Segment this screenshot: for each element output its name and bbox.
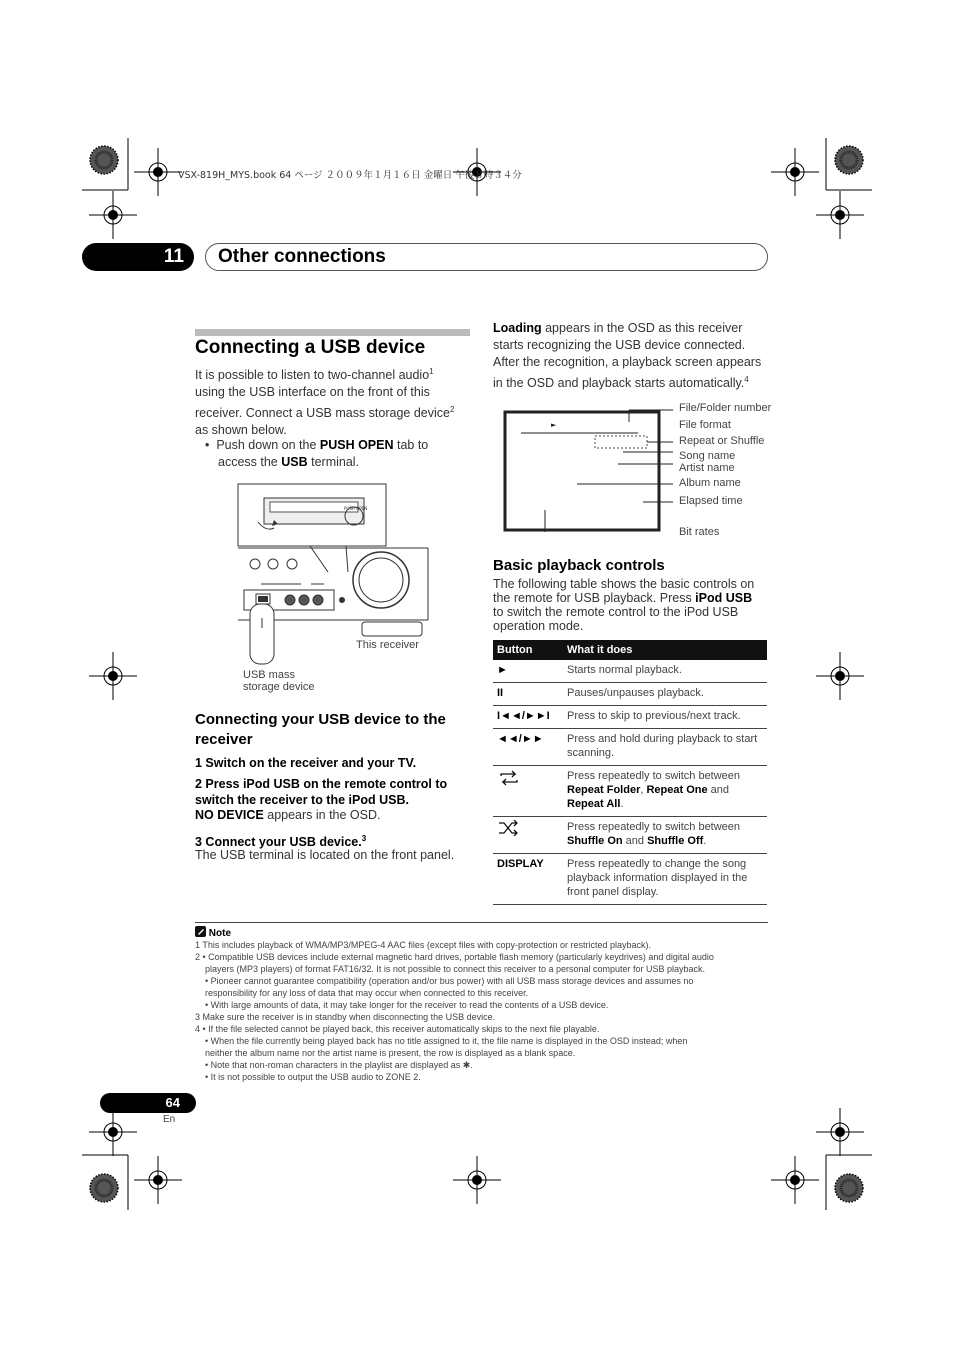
skip-buttons-icon: I◄◄/►►I: [493, 706, 563, 729]
table-row: I◄◄/►►I Press to skip to previous/next track.: [493, 706, 767, 729]
play-button-icon: ►: [493, 660, 563, 683]
table-header-what: What it does: [563, 640, 767, 660]
connect-heading: Connecting your USB device to the receiver: [195, 711, 446, 748]
chapter-number: 11: [82, 243, 194, 271]
osd-label-song: Song name: [679, 450, 736, 462]
push-open-label: PUSH OPEN: [344, 506, 368, 511]
osd-play-glyph: ►: [551, 421, 557, 429]
osd-label-repeat-shuffle: Repeat or Shuffle: [679, 435, 765, 447]
table-header-button: Button: [493, 640, 563, 660]
osd-label-artist: Artist name: [679, 462, 735, 474]
step-1: 1 Switch on the receiver and your TV.: [195, 756, 417, 770]
table-row: Press repeatedly to switch between Repeat Folder, Repeat One and Repeat All.: [493, 766, 767, 817]
playback-controls-table: [493, 640, 767, 905]
chapter-title: Other connections: [205, 243, 768, 271]
pause-button-icon: II: [493, 683, 563, 706]
note-icon: [195, 926, 206, 937]
scan-buttons-icon: ◄◄/►►: [493, 729, 563, 766]
step-2-line2: switch the receiver to the iPod USB.: [195, 793, 409, 807]
receiver-label: This receiver: [356, 639, 419, 651]
basic-playback-heading: Basic playback controls: [493, 557, 665, 574]
step-2-result: NO DEVICE appears in the OSD.: [195, 808, 381, 822]
osd-label-album: Album name: [679, 477, 741, 489]
table-row: ◄◄/►► Press and hold during playback to start scanning.: [493, 729, 767, 766]
step-2-line1: 2 Press iPod USB on the remote control to: [195, 777, 448, 791]
table-row: ► Starts normal playback.: [493, 660, 767, 683]
repeat-icon: [497, 769, 521, 787]
loading-paragraph: Loading appears in the OSD as this receiver starts recognizing the USB device connected. After the recognition, a playback screen appears in the OSD and playback starts automatically.$^4$: [493, 321, 762, 391]
shuffle-icon: [497, 820, 521, 836]
page-language: En: [163, 1114, 176, 1125]
footnote-3: 3 Make sure the receiver is in standby when disconnecting the USB device.: [195, 1012, 496, 1022]
osd-label-file-format: File format: [679, 419, 731, 431]
table-row: II Pauses/unpauses playback.: [493, 683, 767, 706]
page-number: 64: [100, 1093, 196, 1113]
footnotes: [195, 922, 768, 1083]
basic-playback-text: The following table shows the basic controls on the remote for USB playback. Press iPod USB to switch the remote control to the iPod USB operation mode.: [493, 577, 755, 633]
footnote-4: 4 • If the file selected cannot be played back, this receiver automatically skips to the next file playable. • When the file currently being played back has no title assigned to it, the file name is displayed in the OSD instead; when neither the album name nor the artist name is present, the row is displayed as a blank space. • Note that non-roman characters in the playlist are displayed as ✱. • It is not possible to output the USB audio to ZONE 2.: [195, 1024, 688, 1082]
display-button-label: DISPLAY: [493, 854, 563, 905]
asterisk-symbol: ✱: [462, 1060, 471, 1070]
print-header: VSX-819H_MYS.book 64 ページ ２００９年１月１６日 金曜日 午後８時３４分: [178, 170, 522, 181]
table-header-row: [493, 640, 767, 660]
intro-paragraph: It is possible to listen to two-channel audio$^1$ using the USB interface on the front of this receiver. Connect a USB mass storage device$^2$ as shown below.: [195, 367, 455, 438]
osd-label-file-folder: File/Folder number: [679, 402, 772, 414]
section-bar: [195, 329, 470, 336]
usb-label-line2: storage device: [243, 681, 315, 693]
step-3: 3 Connect your USB device.$^3$: [195, 834, 367, 850]
note-heading: Note: [208, 928, 232, 939]
footnote-2: 2 • Compatible USB devices include external magnetic hard drives, portable flash memory (particularly keydrives) and digital audio players (MP3 players) of format FAT16/32. It is not possible to connect this receiver to a personal computer for USB playback. • Pioneer cannot guarantee compatibility (operation and/or bus power) with all USB mass storage devices and assumes no responsibility for any loss of data that may occur when connected to this receiver. • With large amounts of data, it may take longer for the receiver to read the contents of a USB device.: [195, 952, 714, 1010]
osd-screen-diagram: [493, 398, 683, 540]
table-row: DISPLAY Press repeatedly to change the song playback information displayed in the front panel display.: [493, 854, 767, 905]
usb-connection-illustration: [236, 482, 436, 694]
footnote-1: 1 This includes playback of WMA/MP3/MPEG-4 AAC files (except files with copy-protection or restricted playback).: [195, 940, 652, 950]
section-title: Connecting a USB device: [195, 337, 426, 358]
step-3-text: The USB terminal is located on the front panel.: [195, 848, 455, 862]
osd-label-bitrates: Bit rates: [679, 526, 720, 538]
intro-bullet: • Push down on the PUSH OPEN tab to access the USB terminal.: [205, 438, 429, 469]
usb-label-line1: USB mass: [243, 669, 295, 681]
table-row: Press repeatedly to switch between Shuffle On and Shuffle Off.: [493, 817, 767, 854]
osd-label-elapsed: Elapsed time: [679, 495, 743, 507]
